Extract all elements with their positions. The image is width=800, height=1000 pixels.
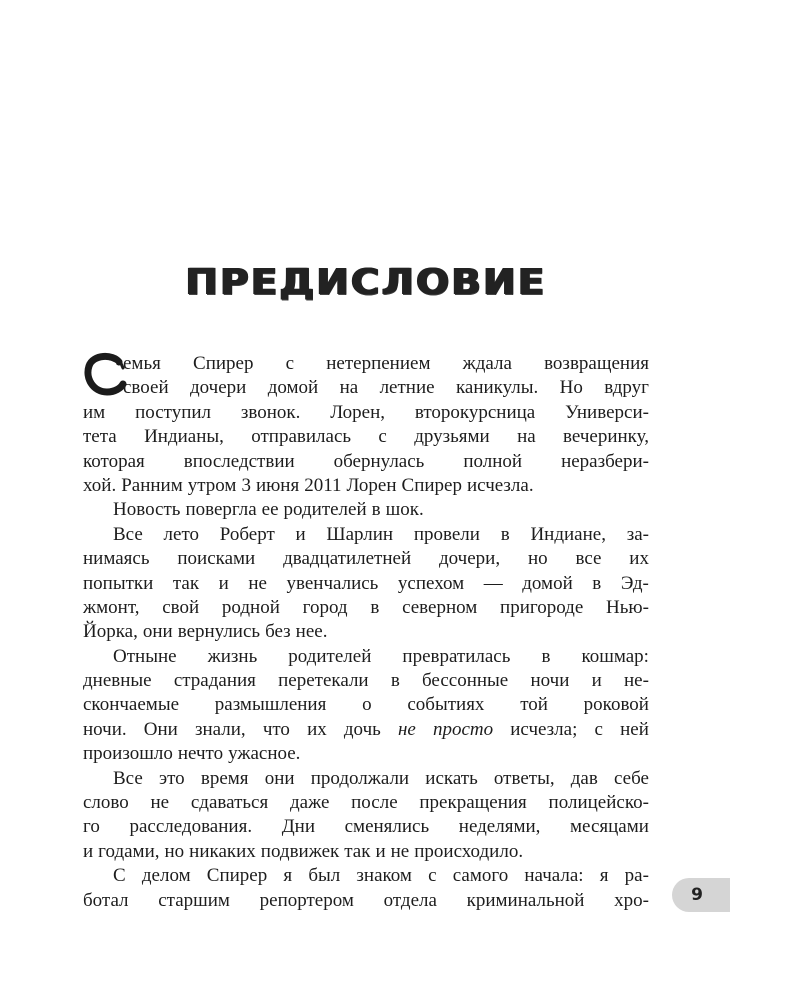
- paragraph: [83, 523, 649, 645]
- word: поступил: [135, 401, 212, 423]
- word: свой: [162, 596, 200, 618]
- word: страдания: [173, 670, 256, 692]
- word: Спирер: [193, 353, 254, 374]
- word: так: [172, 572, 200, 594]
- word: в: [500, 523, 510, 545]
- word: домой: [522, 572, 573, 594]
- word: старшим: [158, 889, 230, 911]
- word: родителей: [283, 499, 367, 521]
- word: исчезла;: [510, 718, 578, 740]
- word: бессонные: [422, 670, 509, 692]
- word: возвращения: [544, 353, 649, 374]
- word: без: [265, 621, 291, 643]
- text-line: [83, 864, 649, 888]
- word: Дни: [281, 816, 315, 838]
- word: начала:: [524, 865, 584, 887]
- word: перетекали: [278, 670, 369, 692]
- word: нетерпением: [326, 353, 431, 374]
- word: в: [541, 645, 551, 667]
- word: Эд-: [620, 572, 649, 594]
- word: искать: [425, 767, 478, 789]
- word: неразбери-: [561, 450, 649, 472]
- word: с: [285, 353, 295, 374]
- text-line: [83, 669, 649, 693]
- word: не: [248, 572, 267, 594]
- word: которая: [83, 450, 145, 472]
- text-line: [83, 572, 649, 596]
- word: нее.: [295, 621, 328, 643]
- word: я: [599, 865, 609, 887]
- word: на: [517, 426, 536, 448]
- word: сдаваться: [190, 792, 269, 814]
- word: Индианы,: [144, 426, 224, 448]
- word: кошмар:: [581, 645, 649, 667]
- word: попытки: [83, 572, 154, 594]
- word: ждала: [462, 353, 512, 374]
- word: увенчались: [286, 572, 379, 594]
- word: Все: [113, 523, 143, 545]
- word: тета: [83, 426, 117, 448]
- word: сменялись: [344, 816, 430, 838]
- word: друзьями: [414, 426, 490, 448]
- word: 3: [241, 474, 251, 496]
- word: в: [390, 670, 400, 692]
- word: неделями,: [458, 816, 541, 838]
- word: Нью-: [606, 596, 649, 618]
- word: Спирер: [401, 474, 462, 496]
- word: шок.: [385, 499, 424, 521]
- word: роковой: [583, 694, 649, 716]
- word: Йорка,: [83, 621, 138, 643]
- word: исчезла.: [466, 474, 534, 496]
- word: прекращения: [419, 792, 527, 814]
- word: с: [594, 718, 603, 740]
- word: город: [302, 596, 348, 618]
- word: так: [344, 840, 371, 862]
- word: ответы,: [493, 767, 555, 789]
- word: скончаемые: [83, 694, 180, 716]
- text-line: [83, 547, 649, 571]
- word: Универси-: [565, 401, 649, 423]
- word: вечеринку,: [563, 426, 649, 448]
- word: го: [83, 816, 100, 838]
- word: ней: [620, 718, 649, 740]
- word: июня: [255, 474, 300, 496]
- word: второкурсница: [414, 401, 536, 423]
- word: с: [428, 865, 437, 887]
- word: что: [262, 718, 290, 740]
- word: нимаясь: [83, 548, 150, 570]
- word: им: [83, 401, 106, 423]
- word: ее: [261, 499, 279, 521]
- word: в: [370, 596, 380, 618]
- word: не: [150, 792, 170, 814]
- word: даже: [289, 792, 330, 814]
- word: Шарлин: [326, 523, 394, 545]
- text-line: [83, 596, 649, 620]
- paragraph: [83, 645, 649, 767]
- word: нечто: [177, 743, 224, 765]
- word: я: [283, 865, 293, 887]
- word: все: [575, 548, 602, 570]
- word: домой: [267, 377, 319, 399]
- word: вдруг: [604, 377, 649, 399]
- text-line: [83, 767, 649, 791]
- word: Спирер: [206, 865, 268, 887]
- word: просто: [432, 718, 494, 740]
- paragraph: [83, 864, 649, 913]
- word: и: [295, 523, 306, 545]
- word: Но: [559, 377, 583, 399]
- text-line: [83, 791, 649, 815]
- page-number: 9: [691, 885, 703, 905]
- word: той: [520, 694, 548, 716]
- word: месяцами: [570, 816, 649, 838]
- word: их: [307, 718, 327, 740]
- word: обернулась: [333, 450, 425, 472]
- word: никаких: [189, 840, 256, 862]
- body-text: [83, 352, 649, 913]
- word: о: [362, 694, 372, 716]
- word: Новость: [113, 499, 181, 521]
- word: они: [264, 767, 295, 789]
- word: жизнь: [207, 645, 258, 667]
- word: но: [527, 548, 548, 570]
- word: ужасное.: [228, 743, 301, 765]
- word: Ранним: [121, 474, 183, 496]
- word: впоследствии: [183, 450, 295, 472]
- text-line: [83, 523, 649, 547]
- word: успехом: [397, 572, 465, 594]
- word: и: [83, 840, 94, 862]
- text-line: [83, 645, 649, 669]
- word: родителей: [288, 645, 372, 667]
- word: хой.: [83, 474, 117, 496]
- word: не: [397, 718, 416, 740]
- word: подвижек: [260, 840, 340, 862]
- word: полицейско-: [548, 792, 649, 814]
- word: продолжали: [310, 767, 410, 789]
- word: дочери: [189, 377, 247, 399]
- word: Индиане,: [530, 523, 606, 545]
- word: Лорен: [346, 474, 397, 496]
- text-line: [83, 425, 649, 449]
- word: но: [164, 840, 185, 862]
- word: родной: [221, 596, 280, 618]
- word: пригороде: [500, 596, 584, 618]
- word: годами,: [98, 840, 160, 862]
- word: отдела: [383, 889, 437, 911]
- text-line: [83, 401, 649, 425]
- word: полной: [463, 450, 523, 472]
- word: не-: [623, 670, 649, 692]
- text-line: [83, 889, 649, 913]
- word: утром: [187, 474, 237, 496]
- paragraph: [83, 498, 649, 522]
- word: звонок.: [240, 401, 301, 423]
- word: повергла: [185, 499, 257, 521]
- word: в: [371, 499, 381, 521]
- word: и: [375, 840, 386, 862]
- text-line: [83, 352, 649, 376]
- word: дочь: [343, 718, 381, 740]
- word: в: [592, 572, 602, 594]
- word: расследования.: [129, 816, 253, 838]
- word: ра-: [624, 865, 649, 887]
- word: событиях: [407, 694, 485, 716]
- word: и: [218, 572, 229, 594]
- word: северном: [402, 596, 478, 618]
- text-line: [83, 815, 649, 839]
- word: жмонт,: [83, 596, 140, 618]
- word: знаком: [356, 865, 412, 887]
- word: ночи: [530, 670, 570, 692]
- word: был: [308, 865, 341, 887]
- text-line: [83, 376, 649, 400]
- word: ночи.: [83, 718, 127, 740]
- word: не: [390, 840, 410, 862]
- word: дав: [570, 767, 598, 789]
- text-line: [83, 840, 649, 864]
- word: Отныне: [113, 645, 177, 667]
- word: С: [113, 865, 126, 887]
- word: после: [351, 792, 398, 814]
- word: каникулы.: [455, 377, 539, 399]
- word: поисками: [177, 548, 256, 570]
- word: репортером: [259, 889, 354, 911]
- word: дневные: [83, 670, 152, 692]
- word: слово: [83, 792, 129, 814]
- word: —: [483, 572, 503, 594]
- word: на: [339, 377, 359, 399]
- text-line: [83, 474, 649, 498]
- word: Все: [113, 767, 143, 789]
- text-line: [83, 742, 649, 766]
- word: Лорен,: [330, 401, 385, 423]
- word: отправилась: [251, 426, 352, 448]
- word: за-: [626, 523, 649, 545]
- word: знали,: [195, 718, 246, 740]
- word: самого: [452, 865, 509, 887]
- word: делом: [141, 865, 191, 887]
- word: они: [142, 621, 173, 643]
- word: превратилась: [402, 645, 511, 667]
- word: Они: [143, 718, 178, 740]
- word: Роберт: [219, 523, 275, 545]
- text-line: [83, 693, 649, 717]
- text-line: [83, 620, 649, 644]
- word: емья: [123, 353, 161, 374]
- word: дочери,: [438, 548, 501, 570]
- word: вернулись: [177, 621, 261, 643]
- text-line: [83, 498, 649, 522]
- word: происходило.: [414, 840, 524, 862]
- paragraph: [83, 352, 649, 498]
- word: и: [591, 670, 602, 692]
- text-line: [83, 450, 649, 474]
- word: летние: [379, 377, 435, 399]
- chapter-title: ПРЕДИСЛОВИЕ: [185, 262, 547, 303]
- word: это: [158, 767, 185, 789]
- word: провели: [413, 523, 480, 545]
- word: своей: [123, 377, 169, 399]
- text-line: [83, 718, 649, 742]
- word: время: [200, 767, 249, 789]
- word: двадцатилетней: [283, 548, 412, 570]
- word: их: [629, 548, 649, 570]
- word: размышления: [214, 694, 327, 716]
- word: с: [378, 426, 387, 448]
- word: ботал: [83, 889, 129, 911]
- word: себе: [614, 767, 649, 789]
- paragraph: [83, 767, 649, 865]
- word: 2011: [304, 474, 342, 496]
- word: хро-: [614, 889, 649, 911]
- word: криминальной: [466, 889, 585, 911]
- word: произошло: [83, 743, 173, 765]
- word: лето: [163, 523, 199, 545]
